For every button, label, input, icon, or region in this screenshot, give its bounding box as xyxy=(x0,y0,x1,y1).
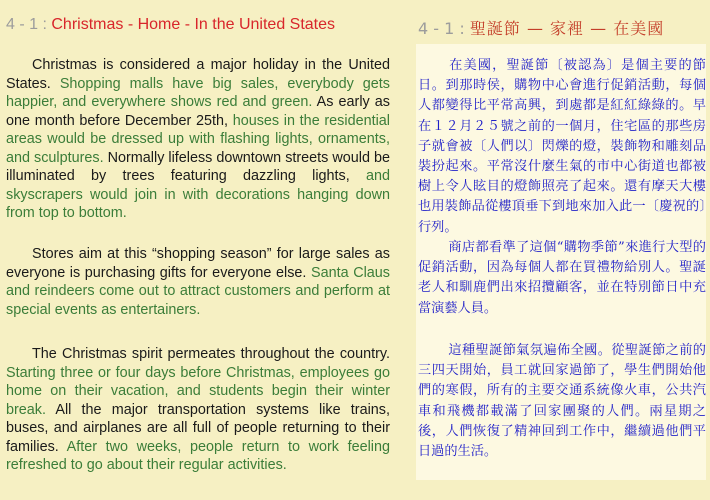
english-run: Stores aim at this “shopping season” for large sales as everyone is purchasing gifts for everyone else. xyxy=(6,246,390,281)
chinese-paragraph-text: 商店都看準了這個“購物季節”來進行大型的促銷活動，因為每個人都在買禮物給別人。聖誕老人和馴鹿們出來招攬顧客，並在特別節日中充當演藝人員。 xyxy=(418,240,706,316)
chinese-paragraph-1 xyxy=(418,56,706,238)
chinese-text-box xyxy=(416,44,706,480)
english-run: Normally lifeless downtown streets would be illuminated by trees featuring dazzling lights, xyxy=(6,149,391,184)
english-run-green: Starting three or four days before Christmas, employees go home on their vacation, and students begin their winter break. xyxy=(6,364,390,418)
english-run-green: Santa Claus and reindeers come out to attract customers and perform at special events as entertainers. xyxy=(6,264,391,318)
english-section-number: 4 - 1 : xyxy=(6,16,47,33)
chinese-paragraph-text: 這種聖誕節氣氛遍佈全國。從聖誕節之前的三四天開始，員工就回家過節了，學生們開始他們的寒假，所有的主要交通系統像火車，公共汽車和飛機都載滿了回家團聚的人們。兩星期之後，人們恢復了精神回到工作中，繼續過他們平日過的生活。 xyxy=(418,343,706,460)
english-run: As early as one month before December 25th, xyxy=(6,94,390,129)
english-run-green: Shopping malls have big sales, everybody gets happier, and everywhere shows red and green. xyxy=(6,75,390,110)
english-run: Christmas is considered a major holiday in the United States. xyxy=(6,57,390,92)
chinese-panel xyxy=(400,0,710,500)
chinese-paragraph-text: 在美國，聖誕節〔被認為〕是個主要的節日。到那時侯，購物中心會進行促銷活動，每個人都變得比平常高興，到處都是紅紅綠綠的。早在１２月２５號之前的一個月，住宅區的那些房子就會被〔人們以〕閃爍的燈，裝飾物和雕刻品裝扮起來。平常沒什麼生氣的市中心街道也都被樹上令人眩目的燈飾照亮了起來。還有摩天大樓也用裝飾品從樓頂垂下到地來加入此一〔慶祝的〕行列。 xyxy=(418,58,706,235)
english-heading xyxy=(6,16,335,34)
chinese-section-number: 4 - 1 : xyxy=(418,19,465,38)
english-run: All the major transportation systems like trains, buses, and airplanes are all full of people returning to their families. xyxy=(6,401,390,455)
english-paragraph-1 xyxy=(6,56,390,223)
english-run-green: After two weeks, people return to work feeling refreshed to go about their regular activities. xyxy=(6,438,390,473)
english-run-green: and skyscrapers would join in with decorations hanging down from top to bottom. xyxy=(6,168,390,221)
chinese-paragraph-2 xyxy=(418,238,706,319)
chinese-heading xyxy=(418,16,664,39)
english-run: The Christmas spirit permeates throughout the country. xyxy=(32,346,390,362)
english-run-green: houses in the residential areas would be dressed up with flashing lights, ornaments, and sculptures. xyxy=(6,112,390,166)
english-title: Christmas - Home - In the United States xyxy=(51,16,336,33)
english-paragraph-2 xyxy=(6,245,390,319)
chinese-title: 聖誕節 — 家裡 — 在美國 xyxy=(469,19,665,38)
chinese-paragraph-3 xyxy=(418,341,706,462)
english-paragraph-3 xyxy=(6,345,390,475)
